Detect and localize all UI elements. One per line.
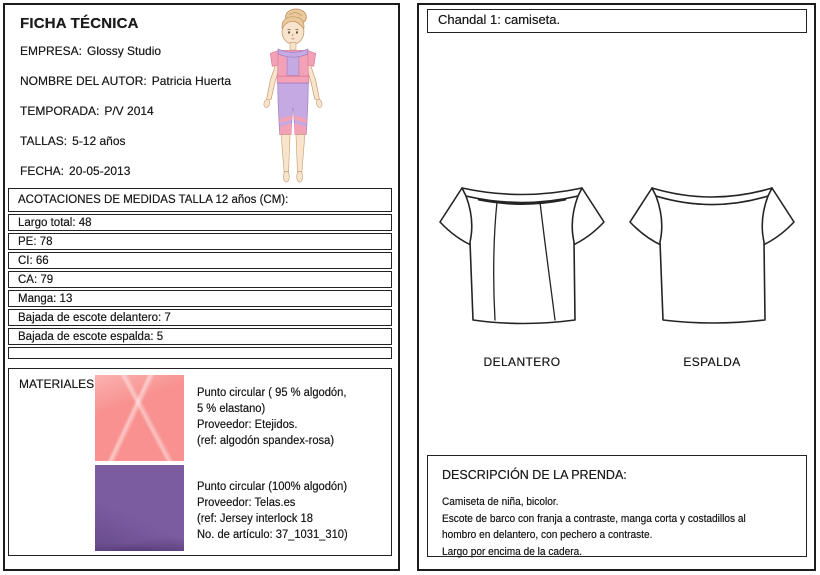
garment-title-box: Chandal 1: camiseta. bbox=[427, 9, 807, 33]
materials-box bbox=[8, 368, 392, 556]
materials-title: MATERIALES bbox=[19, 377, 95, 391]
measurement-row-empty bbox=[8, 347, 392, 359]
fabric-info-line: Punto circular ( 95 % algodón, bbox=[197, 387, 347, 399]
measurement-row: PE: 78 bbox=[8, 233, 392, 250]
back-view-label: ESPALDA bbox=[683, 355, 741, 369]
figure-legs bbox=[281, 135, 305, 182]
field-autor-label: NOMBRE DEL AUTOR: bbox=[20, 74, 147, 88]
measurement-row: Largo total: 48 bbox=[8, 214, 392, 231]
fabric-info-line: (ref: algodón spandex-rosa) bbox=[197, 435, 335, 447]
measurement-row: CA: 79 bbox=[8, 271, 392, 288]
figure-head bbox=[282, 17, 304, 50]
field-fecha-label: FECHA: bbox=[20, 164, 65, 178]
right-panel bbox=[417, 3, 816, 571]
field-tallas-label: TALLAS: bbox=[20, 134, 68, 148]
fabric-info-line: (ref: Jersey interlock 18 bbox=[197, 513, 313, 525]
fabric-info-pink bbox=[197, 385, 391, 449]
measurement-row: Manga: 13 bbox=[8, 290, 392, 307]
garment-back-drawing bbox=[627, 180, 797, 332]
field-empresa bbox=[20, 44, 161, 58]
left-panel bbox=[3, 3, 400, 571]
description-line: Largo por encima de la cadera. bbox=[442, 545, 583, 558]
field-temporada-value: P/V 2014 bbox=[104, 104, 154, 118]
field-fecha-value: 20-05-2013 bbox=[69, 164, 131, 178]
field-tallas bbox=[20, 134, 126, 148]
girl-figure-illustration bbox=[238, 7, 348, 187]
description-title: DESCRIPCIÓN DE LA PRENDA: bbox=[442, 468, 627, 482]
field-autor bbox=[20, 74, 231, 88]
field-autor-value: Patricia Huerta bbox=[151, 74, 232, 88]
front-view-label: DELANTERO bbox=[483, 355, 561, 369]
figure-capri-pants bbox=[278, 83, 309, 134]
description-line: hombro en delantero, con pechero a contraste. bbox=[442, 529, 653, 541]
description-line: Camiseta de niña, bicolor. bbox=[442, 496, 559, 508]
measurements-table bbox=[8, 188, 392, 361]
field-temporada-label: TEMPORADA: bbox=[20, 104, 100, 118]
field-empresa-value: Glossy Studio bbox=[87, 44, 162, 58]
fabric-info-purple bbox=[197, 479, 391, 543]
description-line: Escote de barco con franja a contraste, manga corta y costadillos al bbox=[442, 512, 746, 525]
description-text bbox=[442, 494, 792, 560]
garment-front-drawing bbox=[437, 180, 607, 332]
measurement-row: Bajada de escote delantero: 7 bbox=[8, 309, 392, 326]
measurements-title-row: ACOTACIONES DE MEDIDAS TALLA 12 años (CM): bbox=[8, 188, 392, 212]
measurement-row: CI: 66 bbox=[8, 252, 392, 269]
field-temporada bbox=[20, 104, 154, 118]
back-body bbox=[656, 196, 768, 323]
fabric-info-line: Punto circular (100% algodón) bbox=[197, 481, 348, 493]
measurement-row: Bajada de escote espalda: 5 bbox=[8, 328, 392, 345]
garment-description-box bbox=[427, 455, 807, 557]
front-body bbox=[466, 196, 578, 324]
fabric-info-line: Proveedor: Etejidos. bbox=[197, 419, 298, 431]
field-fecha bbox=[20, 164, 130, 178]
fabric-info-line: 5 % elastano) bbox=[197, 403, 266, 415]
fabric-info-line: No. de artículo: 37_1031_310) bbox=[197, 529, 348, 541]
fabric-swatch-purple bbox=[95, 465, 184, 551]
fabric-info-line: Proveedor: Telas.es bbox=[197, 497, 296, 509]
field-empresa-label: EMPRESA: bbox=[20, 44, 83, 58]
fabric-swatch-pink bbox=[95, 375, 184, 461]
field-tallas-value: 5-12 años bbox=[72, 134, 126, 148]
page-title: FICHA TÉCNICA bbox=[20, 15, 139, 32]
